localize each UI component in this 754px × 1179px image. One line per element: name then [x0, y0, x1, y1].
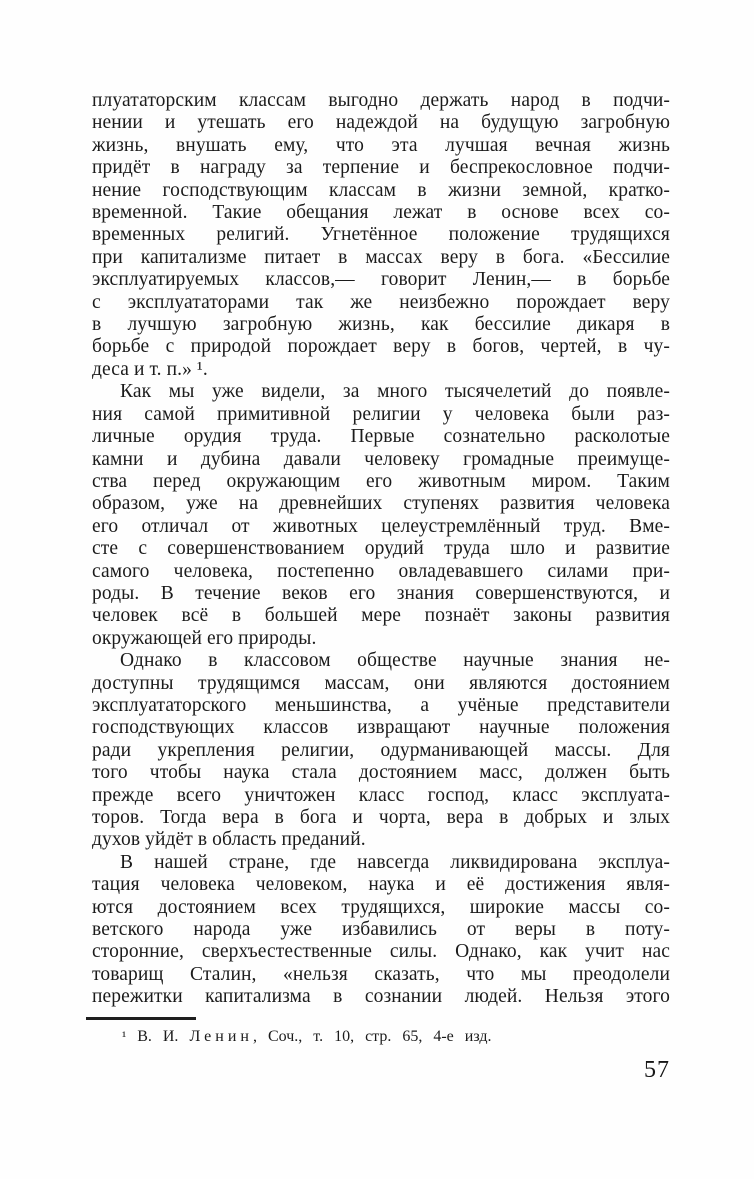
text-line: в лучшую загробную жизнь, как бессилие дикаря в — [92, 314, 670, 336]
text-line: В нашей стране, где навсегда ликвидирована эксплуа- — [120, 851, 670, 873]
footnote-author: Ленин — [189, 1028, 253, 1045]
text-line: духов уйдёт в область преданий. — [92, 829, 366, 851]
text-line: плуататорским классам выгодно держать народ в подчи- — [92, 90, 670, 111]
text-line: сте с совершенствованием орудий труда шло и развитие — [92, 538, 670, 560]
text-line: ния самой примитивной религии у человека были раз- — [92, 403, 670, 425]
footnote — [92, 1027, 670, 1048]
footnote-initials: В. И. — [137, 1028, 179, 1045]
text-line: роды. В течение веков его знания совершенствуются, и — [92, 582, 670, 604]
text-line: камни и дубина давали человеку громадные преимуще- — [92, 448, 670, 470]
text-line: личные орудия труда. Первые сознательно расколотые — [92, 426, 670, 448]
text-line: Однако в классовом обществе научные знания не- — [120, 650, 670, 672]
text-line: самого человека, постепенно овладевавшего силами при- — [92, 560, 670, 582]
footnote-separator — [86, 1017, 196, 1020]
text-line: прежде всего уничтожен класс господ, класс эксплуата- — [92, 784, 670, 806]
text-line: Как мы уже видели, за много тысячелетий до появле- — [120, 381, 670, 403]
text-line: нение господствующим классам в жизни земной, кратко- — [92, 179, 670, 201]
text-line: придёт в награду за терпение и беспрекословное подчи- — [92, 157, 670, 179]
text-line: того чтобы наука стала достоянием масс, должен быть — [92, 762, 670, 784]
text-line: деса и т. п.» ¹. — [92, 358, 208, 380]
footnote-reference: , Соч., т. 10, стр. 65, 4-е изд. — [252, 1028, 492, 1045]
text-line: временных религий. Угнетённое положение трудящихся — [92, 224, 670, 246]
page-number: 57 — [644, 1057, 670, 1083]
text-line: ради укрепления религии, одурманивающей массы. Для — [92, 739, 670, 761]
text-line: сторонние, сверхъестественные силы. Однако, как учит нас — [92, 941, 670, 963]
text-line: борьбе с природой порождает веру в богов, чертей, в чу- — [92, 336, 670, 358]
text-line: образом, уже на древнейших ступенях развития человека — [92, 493, 670, 515]
text-line: при капитализме питает в массах веру в бога. «Бессилие — [92, 246, 670, 268]
text-line: тация человека человеком, наука и её достижения явля- — [92, 874, 670, 896]
text-line: эксплуатируемых классов,— говорит Ленин,— в борьбе — [92, 269, 670, 291]
text-line: пережитки капитализма в сознании людей. Нельзя этого — [92, 986, 670, 1008]
text-line: господствующих классов извращают научные положения — [92, 717, 670, 739]
text-line: эксплуататорского меньшинства, а учёные представители — [92, 694, 670, 716]
text-line: человек всё в большей мере познаёт законы развития — [92, 605, 670, 627]
text-line: ства перед окружающим его животным миром. Таким — [92, 470, 670, 492]
text-line: его отличал от животных целеустремлённый труд. Вме- — [92, 515, 670, 537]
text-line: жизнь, внушать ему, что эта лучшая вечная жизнь — [92, 134, 670, 156]
text-line: ются достоянием всех трудящихся, широкие массы со- — [92, 896, 670, 918]
text-line: временной. Такие обещания лежат в основе всех со- — [92, 202, 670, 224]
footnote-marker: ¹ — [122, 1030, 127, 1045]
text-line: торов. Тогда вера в бога и чорта, вера в добрых и злых — [92, 807, 670, 828]
body-text — [92, 90, 670, 1009]
text-line: окружающей его природы. — [92, 627, 317, 649]
text-line: с эксплуататорами так же неизбежно порождает веру — [92, 291, 670, 313]
text-line: доступны трудящимся массам, они являются достоянием — [92, 672, 670, 694]
text-line: товарищ Сталин, «нельзя сказать, что мы преодолели — [92, 963, 670, 985]
text-line: нении и утешать его надеждой на будущую загробную — [92, 112, 670, 134]
text-line: ветского народа уже избавились от веры в поту- — [92, 919, 670, 941]
